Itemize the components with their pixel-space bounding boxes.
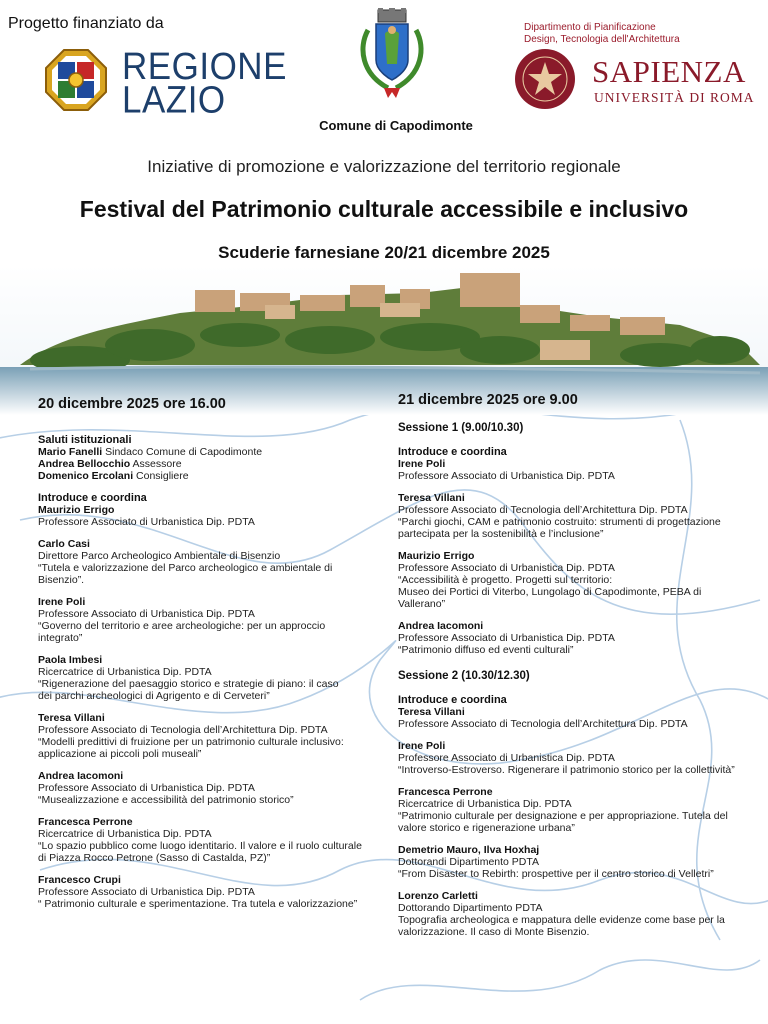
talk-title-line: “Governo del territorio e aree archeologiche: per un approccio bbox=[38, 620, 326, 632]
talk-item bbox=[38, 596, 388, 644]
speaker-name: Andrea Iacomoni bbox=[398, 620, 484, 632]
event-title: Festival del Patrimonio culturale accessibile e inclusivo bbox=[79, 196, 689, 222]
speaker-role: Professore Associato di Tecnologia dell’Architettura Dip. PDTA bbox=[398, 504, 688, 516]
person-name: Andrea Bellocchio bbox=[38, 458, 131, 470]
comune-crest-icon bbox=[352, 8, 432, 108]
talk-title-line: “Patrimonio diffuso ed eventi culturali” bbox=[398, 644, 574, 656]
speaker-role: Professore Associato di Urbanistica Dip. PDTA bbox=[38, 608, 255, 620]
speaker-role: Professore Associato di Urbanistica Dip. PDTA bbox=[38, 782, 255, 794]
person-role: Assessore bbox=[130, 458, 182, 470]
day1-date: 20 dicembre 2025 ore 16.00 bbox=[38, 396, 226, 412]
talk-title-line: “Musealizzazione e accessibilità del patrimonio storico” bbox=[38, 794, 294, 806]
session2-intro-block bbox=[398, 694, 760, 730]
person-role: Consigliere bbox=[133, 470, 189, 482]
speaker-role: Professore Associato di Urbanistica Dip. PDTA bbox=[398, 562, 615, 574]
intro-role: Professore Associato di Tecnologia dell’Architettura Dip. PDTA bbox=[398, 718, 688, 730]
speaker-role: Direttore Parco Archeologico Ambientale di Bisenzio bbox=[38, 550, 281, 562]
talk-title-line: “Lo spazio pubblico come luogo identitario. Il valore e il ruolo culturale bbox=[38, 840, 362, 852]
sapienza-wordmark: SAPIENZA bbox=[592, 54, 746, 89]
speaker-role: Professore Associato di Urbanistica Dip. PDTA bbox=[398, 632, 615, 644]
talk-title-line: Vallerano” bbox=[398, 598, 446, 610]
intro-heading: Introduce e coordina bbox=[398, 694, 507, 706]
day1-intro-block bbox=[38, 492, 388, 528]
talk-title-line: “From Disaster to Rebirth: prospettive per il centro storico di Velletri” bbox=[398, 868, 714, 880]
speaker-name: Teresa Villani bbox=[398, 492, 465, 504]
talk-item bbox=[398, 620, 760, 656]
speaker-role: Dottorandi Dipartimento PDTA bbox=[398, 856, 540, 868]
speaker-role: Ricercatrice di Urbanistica Dip. PDTA bbox=[38, 666, 212, 678]
saluti-person bbox=[38, 446, 388, 458]
talk-item bbox=[398, 492, 760, 540]
speaker-role: Professore Associato di Tecnologia dell’Architettura Dip. PDTA bbox=[38, 724, 328, 736]
saluti-person bbox=[38, 470, 388, 482]
talk-item bbox=[398, 550, 760, 610]
talk-item bbox=[38, 874, 388, 910]
intro-heading: Introduce e coordina bbox=[398, 446, 507, 458]
talk-item bbox=[38, 816, 388, 864]
talk-title-line: “Tutela e valorizzazione del Parco archeologico e ambientale di bbox=[38, 562, 333, 574]
person-name: Domenico Ercolani bbox=[38, 470, 134, 482]
talk-title-line: integrato” bbox=[38, 632, 83, 644]
talk-title-line: Bisenzio”. bbox=[38, 574, 85, 586]
talk-title-line: valorizzazione. Il caso di Monte Bisenzio. bbox=[398, 926, 590, 938]
comune-label: Comune di Capodimonte bbox=[319, 118, 473, 133]
speaker-role: Dottorando Dipartimento PDTA bbox=[398, 902, 543, 914]
talk-title-line: “Introverso-Estroverso. Rigenerare il patrimonio storico per la collettività” bbox=[398, 764, 735, 776]
person-name: Mario Fanelli bbox=[38, 446, 103, 458]
sapienza-subtitle: UNIVERSITÀ DI ROMA bbox=[594, 90, 755, 105]
speaker-name: Andrea Iacomoni bbox=[38, 770, 124, 782]
talk-item bbox=[38, 712, 388, 760]
regione-lazio-wordmark bbox=[122, 45, 287, 122]
speaker-role: Professore Associato di Urbanistica Dip. PDTA bbox=[398, 752, 615, 764]
talk-title-line: “Parchi giochi, CAM e patrimonio costruito: strumenti di progettazione bbox=[398, 516, 721, 528]
intro-role: Professore Associato di Urbanistica Dip. PDTA bbox=[398, 470, 615, 482]
regione-lazio-emblem-icon bbox=[44, 48, 108, 112]
day1-column bbox=[38, 396, 388, 910]
talk-title-line: “Accessibilità è progetto. Progetti sul territorio: bbox=[398, 574, 613, 586]
talk-item bbox=[398, 786, 760, 834]
speaker-name: Irene Poli bbox=[38, 596, 86, 608]
speaker-name: Paola Imbesi bbox=[38, 654, 103, 666]
talk-item bbox=[398, 844, 760, 880]
talk-title-line: “ Patrimonio culturale e sperimentazione. Tra tutela e valorizzazione” bbox=[38, 898, 358, 910]
talk-title-line: partecipata per la sostenibilità e l’inclusione” bbox=[398, 528, 604, 540]
intro-heading: Introduce e coordina bbox=[38, 492, 147, 504]
speaker-name: Irene Poli bbox=[398, 740, 446, 752]
speaker-name: Lorenzo Carletti bbox=[398, 890, 478, 902]
speaker-name: Teresa Villani bbox=[38, 712, 105, 724]
department-line1: Dipartimento di Pianificazione bbox=[524, 22, 656, 33]
talk-title-line: dei parchi archeologici di Agrigento e di Cerveteri” bbox=[38, 690, 270, 702]
talk-title-line: Museo dei Portici di Viterbo, Lungolago di Capodimonte, PEBA di bbox=[398, 586, 702, 598]
session1-label: Sessione 1 (9.00/10.30) bbox=[398, 422, 524, 434]
speaker-name: Maurizio Errigo bbox=[398, 550, 475, 562]
speaker-role: Ricercatrice di Urbanistica Dip. PDTA bbox=[38, 828, 212, 840]
intro-name: Maurizio Errigo bbox=[38, 504, 115, 516]
lazio-wordmark-line2: LAZIO bbox=[122, 79, 226, 122]
speaker-name: Francesca Perrone bbox=[38, 816, 133, 828]
speaker-role: Professore Associato di Urbanistica Dip. PDTA bbox=[38, 886, 255, 898]
person-role: Sindaco Comune di Capodimonte bbox=[102, 446, 263, 458]
session1-intro-block bbox=[398, 446, 760, 482]
talk-item bbox=[38, 538, 388, 586]
speaker-name: Demetrio Mauro, Ilva Hoxhaj bbox=[398, 844, 540, 856]
department-label bbox=[524, 22, 680, 46]
speaker-name: Francesca Perrone bbox=[398, 786, 493, 798]
speaker-name: Carlo Casi bbox=[38, 538, 90, 550]
speaker-role: Ricercatrice di Urbanistica Dip. PDTA bbox=[398, 798, 572, 810]
lazio-wordmark-line1: REGIONE bbox=[122, 45, 287, 88]
talk-title-line: “Modelli predittivi di fruizione per un patrimonio culturale inclusivo: bbox=[38, 736, 344, 748]
saluti-heading: Saluti istituzionali bbox=[38, 434, 132, 446]
speaker-name: Francesco Crupi bbox=[38, 874, 121, 886]
event-venue: Scuderie farnesiane 20/21 dicembre 2025 bbox=[218, 243, 550, 262]
event-subtitle: Iniziative di promozione e valorizzazione del territorio regionale bbox=[147, 157, 621, 176]
talk-title-line: “Rigenerazione del paesaggio storico e strategie di piano: il caso bbox=[38, 678, 339, 690]
saluti-block bbox=[38, 434, 388, 482]
talk-title-line: valore storico e rigenerazione urbana” bbox=[398, 822, 575, 834]
talk-item bbox=[398, 740, 760, 776]
talk-item bbox=[398, 890, 760, 938]
intro-role: Professore Associato di Urbanistica Dip. PDTA bbox=[38, 516, 255, 528]
talk-title-line: applicazione ai piccoli poli museali” bbox=[38, 748, 202, 760]
saluti-person bbox=[38, 458, 388, 470]
talk-title-line: Topografia archeologica e mappatura delle evidenze come base per la bbox=[398, 914, 725, 926]
intro-name: Teresa Villani bbox=[398, 706, 465, 718]
session2-label: Sessione 2 (10.30/12.30) bbox=[398, 670, 530, 682]
funded-by-label: Progetto finanziato da bbox=[8, 15, 164, 32]
sapienza-seal-icon bbox=[514, 48, 576, 110]
department-line2: Design, Tecnologia dell'Architettura bbox=[524, 34, 680, 45]
talk-title-line: di Piazza Rocco Petrone (Sasso di Castalda, PZ)” bbox=[38, 852, 271, 864]
day2-date: 21 dicembre 2025 ore 9.00 bbox=[398, 392, 578, 408]
talk-item bbox=[38, 770, 388, 806]
day2-column bbox=[398, 392, 760, 938]
talk-title-line: “Patrimonio culturale per designazione e per appropriazione. Tutela del bbox=[398, 810, 728, 822]
intro-name: Irene Poli bbox=[398, 458, 446, 470]
talk-item bbox=[38, 654, 388, 702]
